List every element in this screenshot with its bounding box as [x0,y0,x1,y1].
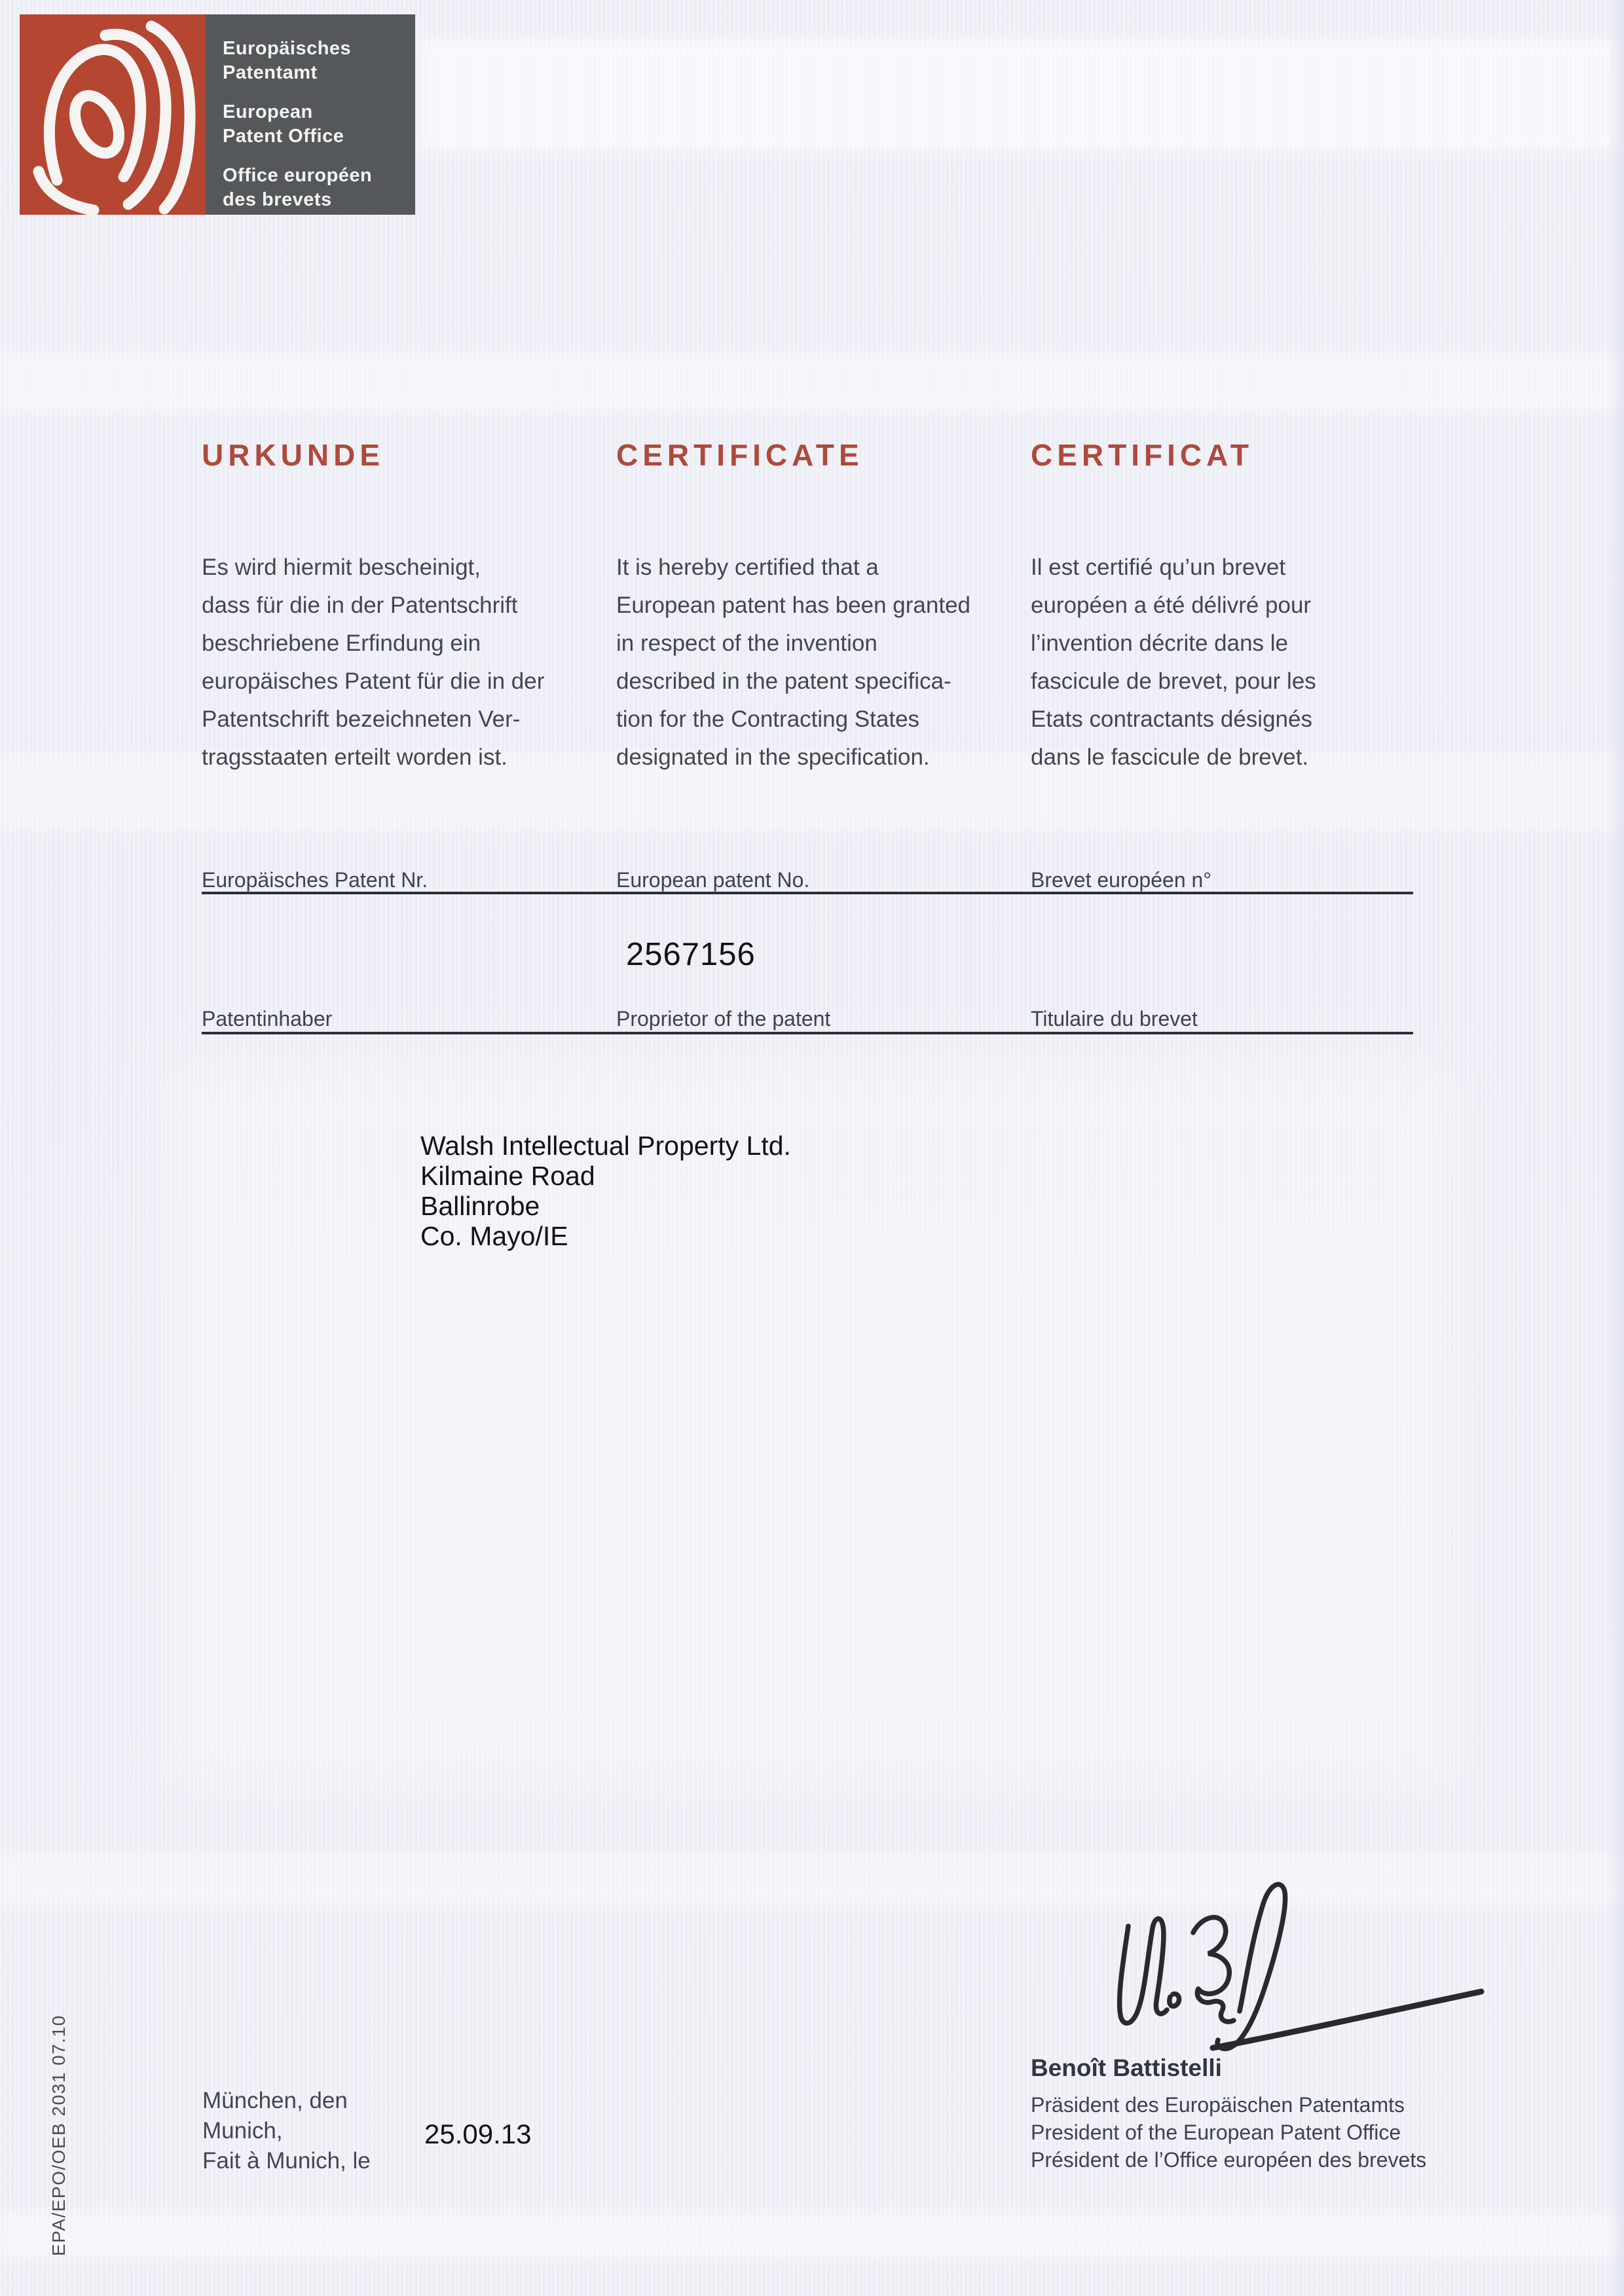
patent-no-label-en: European patent No. [616,868,810,892]
scan-edge-shadow [1607,0,1624,2296]
signer-titles: Präsident des Europäischen Patentamts President of the European Patent Office Président de l’Office européen des brevets [1031,2093,1427,2172]
epo-spiral-icon [20,14,206,215]
scan-artifact-band [0,2213,1624,2259]
proprietor-address: Walsh Intellectual Property Ltd. Kilmaine Road Ballinrobe Co. Mayo/IE [420,1131,791,1251]
form-code: EPA/EPO/OEB 2031 07.10 [48,2014,69,2256]
heading-certificat: CERTIFICAT [1031,438,1254,472]
patent-number-value: 2567156 [626,937,756,972]
signature-mark [1107,1871,1500,2061]
certification-text-fr: Il est certifié qu’un brevet européen a été délivré pour l’invention décrite dans le fascicule de brevet, pour les Etats contractants désignés dans le fascicule de brevet. [1031,555,1316,770]
signer-name: Benoît Battistelli [1031,2054,1222,2081]
proprietor-rule [202,1032,1413,1034]
proprietor-label-de: Patentinhaber [202,1007,333,1030]
scan-artifact-band [419,39,1624,151]
epo-spiral-panel [20,14,206,215]
patent-no-label-de: Europäisches Patent Nr. [202,868,428,892]
epo-name-de: Europäisches Patentamt [223,38,352,83]
patent-no-label-fr: Brevet européen n° [1031,868,1212,892]
certification-text-de: Es wird hiermit bescheinigt, dass für die in der Patentschrift beschriebene Erfindung ein europäisches Patent für die in der Patentschrift bezeichneten Ver- tragsstaaten erteilt worden ist. [202,555,545,770]
issue-place: München, den Munich, Fait à Munich, le [202,2088,371,2174]
epo-name-fr: Office européen des brevets [223,165,373,210]
epo-name-en: European Patent Office [223,101,344,147]
scan-artifact-band [170,1061,1454,1781]
patent-no-rule [202,892,1413,894]
proprietor-label-en: Proprietor of the patent [616,1007,831,1030]
epo-logo [20,14,415,215]
issue-date: 25.09.13 [424,2119,532,2149]
proprietor-label-fr: Titulaire du brevet [1031,1007,1198,1030]
scan-artifact-band [0,354,1624,412]
epo-name-panel [206,14,415,215]
heading-urkunde: URKUNDE [202,438,384,472]
certification-text-en: It is hereby certified that a European patent has been granted in respect of the invention described in the patent specifica- tion for the Contracting States designated in the specification. [616,555,970,770]
heading-certificate: CERTIFICATE [616,438,864,472]
